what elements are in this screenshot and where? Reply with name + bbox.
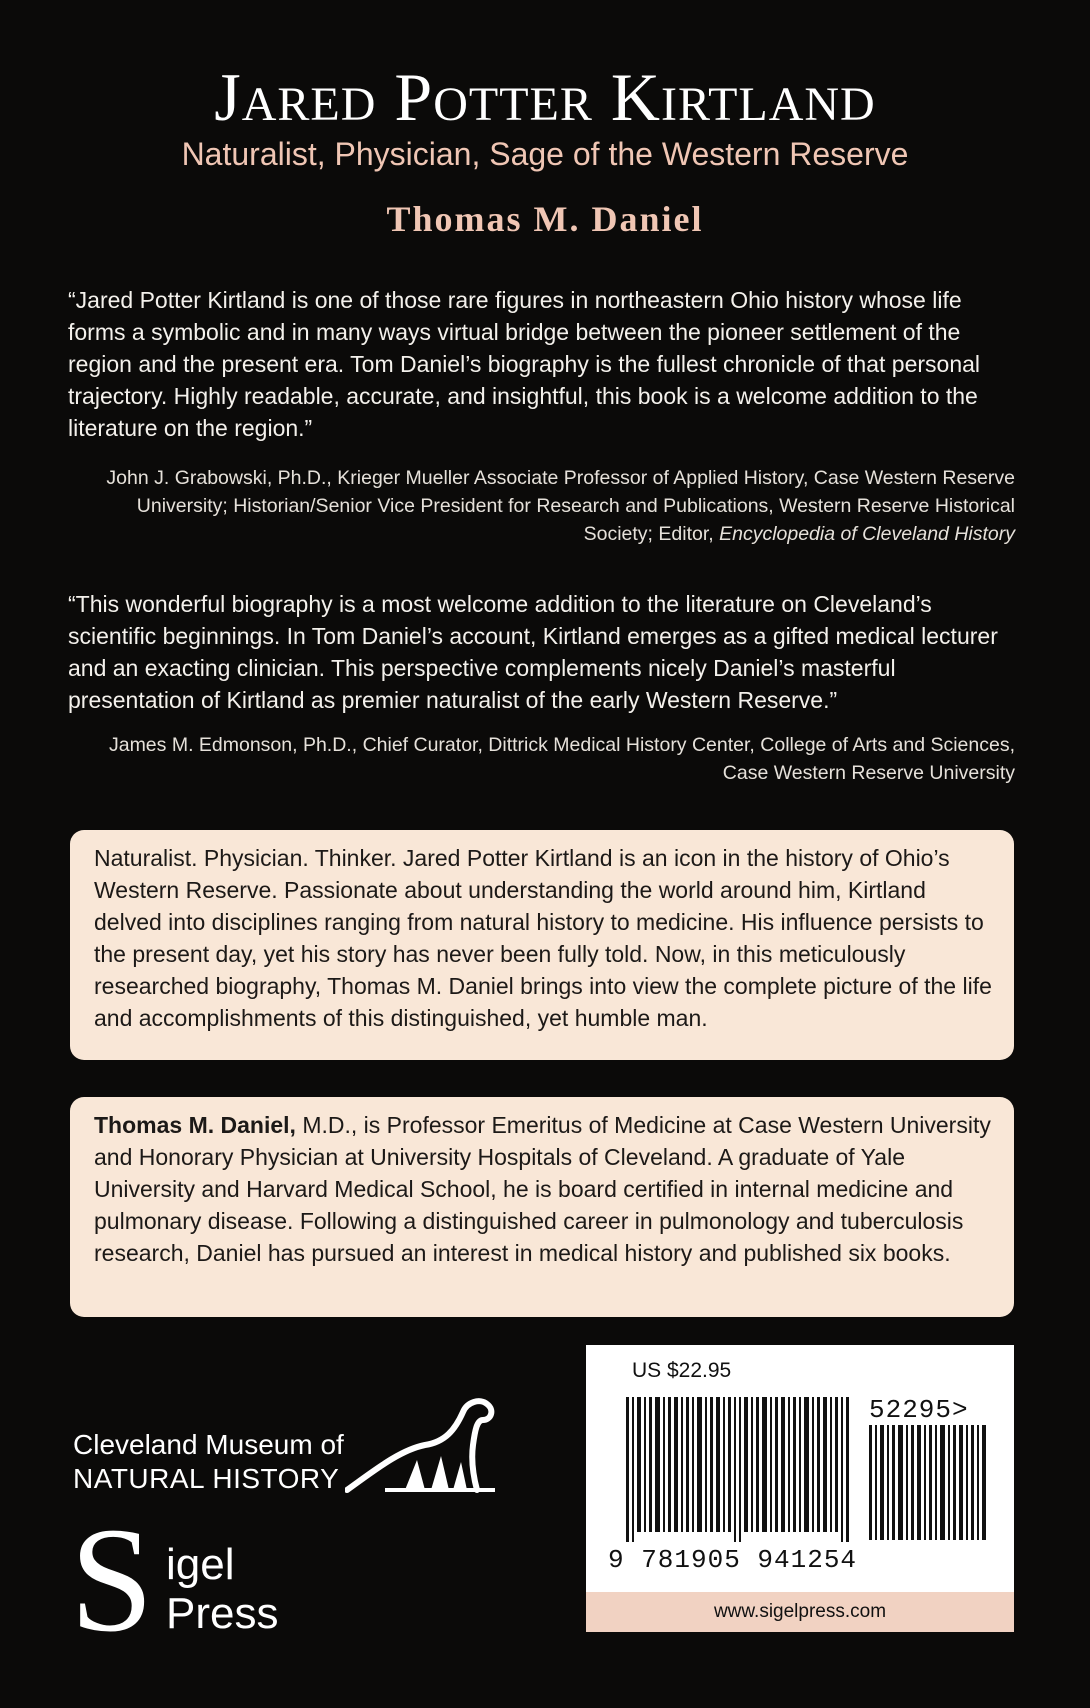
attribution-1-text: John J. Grabowski, Ph.D., Krieger Mueller Associate Professor of Applied History, Case Western Reserve University; Historian/Senior Vice President for Research and Publications, Western Reserve Historical Society; Editor, [106,467,1015,545]
price-addon-barcode [869,1425,989,1540]
book-title: Jared Potter Kirtland [214,59,876,135]
dinosaur-logo-icon [345,1390,505,1500]
review-attribution-1 [95,464,1015,548]
description-text: Naturalist. Physician. Thinker. Jared Potter Kirtland is an icon in the history of Ohio’s Western Reserve. Passionate about understanding the world around him, Kirtland delved into disciplines ranging from natural history to medicine. His influence persists to the present day, yet his story has never been fully told. Now, in this meticulously researched biography, Thomas M. Daniel brings into view the complete picture of the life and accomplishments of this distinguished, yet humble man. [94,845,992,1031]
museum-name-line2: NATURAL HISTORY [73,1463,340,1494]
bio-text: M.D., is Professor Emeritus of Medicine at Case Western University and Honorary Physician at University Hospitals of Cleveland. A graduate of Yale University and Harvard Medical School, he is board certified in internal medicine and pulmonary disease. Following a distinguished career in pulmonology and tuberculosis research, Daniel has pursued an interest in medical history and published six books. [94,1112,991,1266]
book-subtitle: Naturalist, Physician, Sage of the Western Reserve [181,136,909,172]
press-logo-word: Press [166,1589,279,1638]
price-label: US $22.95 [632,1359,732,1382]
isbn-digits: 9 781905 941254 [608,1545,858,1575]
review-attribution-2: James M. Edmonson, Ph.D., Chief Curator, Dittrick Medical History Center, College of Arts and Sciences, Case Western Reserve University [108,734,1015,784]
addon-digits: 52295> [869,1395,969,1425]
isbn-barcode [626,1397,851,1542]
author-bio-box [70,1097,1014,1317]
sigel-logo-word: igel [166,1540,235,1589]
book-author: Thomas M. Daniel [386,199,704,239]
publisher-url: www.sigelpress.com [586,1592,1014,1632]
museum-name-line1: Cleveland Museum of [73,1429,344,1460]
review-quote-1: “Jared Potter Kirtland is one of those rare figures in northeastern Ohio history whose life forms a symbolic and in many ways virtual bridge between the pioneer settlement of the region and the present era. Tom Daniel’s biography is the fullest chronicle of that personal trajectory. Highly readable, accurate, and insightful, this book is a welcome addition to the literature on the region.” [68,287,981,441]
description-box [70,830,1014,1060]
barcode-panel [586,1345,1014,1632]
bio-name: Thomas M. Daniel, [94,1112,296,1138]
attribution-1-italic: Encyclopedia of Cleveland History [719,523,1015,545]
review-quote-2: “This wonderful biography is a most welcome addition to the literature on Cleveland’s scientific beginnings. In Tom Daniel’s account, Kirtland emerges as a gifted medical lecturer and an exacting clinician. This perspective complements nicely Daniel’s masterful presentation of Kirtland as premier naturalist of the early Western Reserve.” [68,591,998,713]
sigel-logo-letter: S [70,1497,154,1663]
